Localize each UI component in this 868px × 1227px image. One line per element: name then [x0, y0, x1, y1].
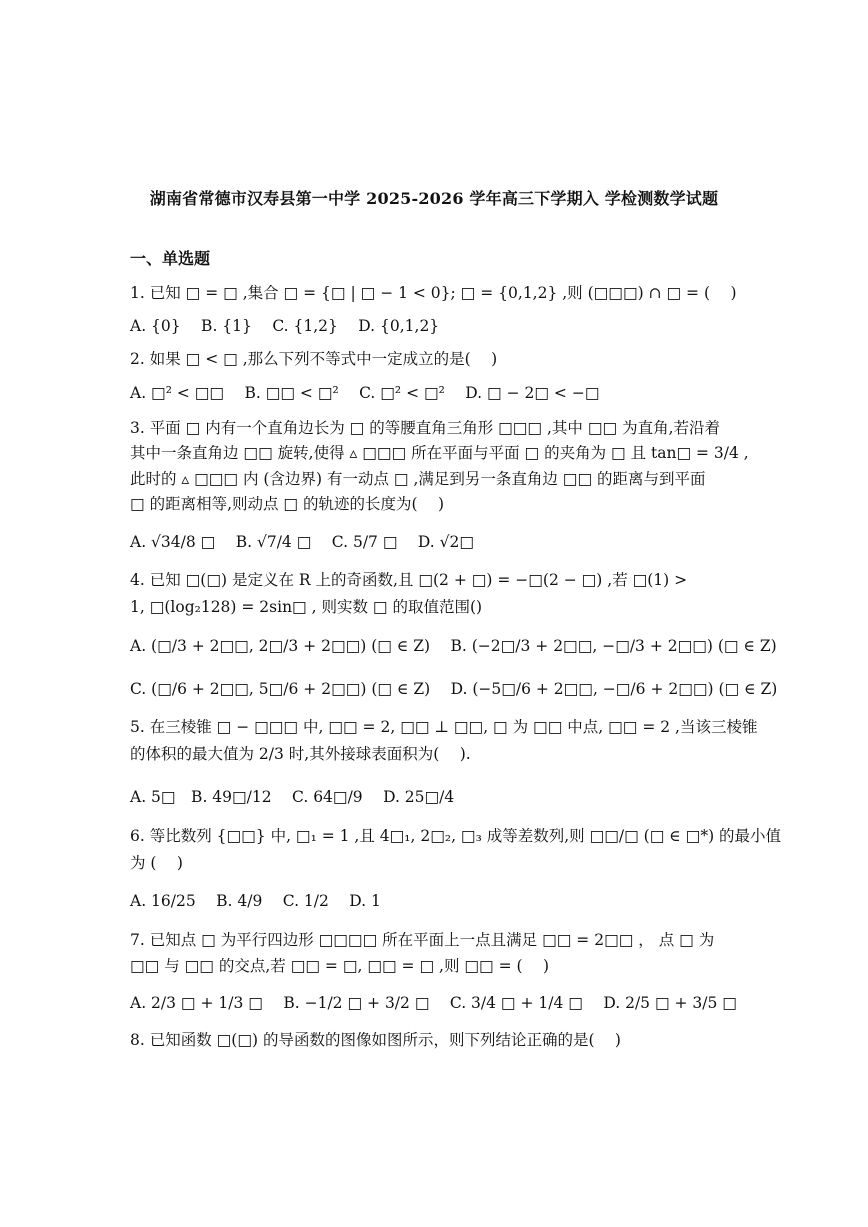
- question-3-options: A. √34/8 □ B. √7/4 □ C. 5/7 □ D. √2□: [130, 533, 475, 551]
- question-6-options: A. 16/25 B. 4/9 C. 1/2 D. 1: [130, 892, 381, 910]
- question-5-options: A. 5□ B. 49□/12 C. 64□/9 D. 25□/4: [130, 788, 455, 806]
- section-heading: 一、单选题: [130, 249, 211, 268]
- exam-title: 湖南省常德市汉寿县第一中学 2025-2026 学年高三下学期入 学检测数学试题: [149, 189, 719, 208]
- question-8: 8. 已知函数 □(□) 的导函数的图像如图所示，则下列结论正确的是( ): [130, 1031, 621, 1049]
- question-7-options: A. 2/3 □ + 1/3 □ B. −1/2 □ + 3/2 □ C. 3/4 □ + 1/4 □ D. 2/5 □ + 3/5 □: [130, 994, 737, 1012]
- question-7-line-1: 7. 已知点 □ 为平行四边形 □□□□ 所在平面上一点且满足 □□ = 2□□ ， 点 □ 为: [130, 931, 715, 949]
- question-4-options-ab: A. (□/3 + 2□□, 2□/3 + 2□□) (□ ∈ Z) B. (−2□/3 + 2□□, −□/3 + 2□□) (□ ∈ Z): [130, 637, 777, 655]
- question-2: 2. 如果 □ < □ ,那么下列不等式中一定成立的是( ): [130, 350, 498, 368]
- question-4-line-1: 4. 已知 □(□) 是定义在 R 上的奇函数,且 □(2 + □) = −□(2 − □) ,若 □(1) >: [130, 571, 688, 589]
- question-3-line-1: 3. 平面 □ 内有一个直角边长为 □ 的等腰直角三角形 □□□ ,其中 □□ 为直角,若沿着: [130, 419, 721, 437]
- question-4-options-cd: C. (□/6 + 2□□, 5□/6 + 2□□) (□ ∈ Z) D. (−5□/6 + 2□□, −□/6 + 2□□) (□ ∈ Z): [130, 680, 778, 698]
- question-3-line-2: 其中一条直角边 □□ 旋转,使得 ▵ □□□ 所在平面与平面 □ 的夹角为 □ 且 tan□ = 3/4 ,: [130, 444, 749, 462]
- question-4-line-2: 1, □(log₂128) = 2sin□ , 则实数 □ 的取值范围(): [130, 598, 483, 616]
- question-1: 1. 已知 □ = □ ,集合 □ = {□ | □ − 1 < 0}; □ = {0,1,2} ,则 (□□□) ∩ □ = ( ): [130, 284, 737, 302]
- question-7-line-2: □□ 与 □□ 的交点,若 □□ = □, □□ = □ ,则 □□ = ( ): [130, 957, 550, 975]
- question-2-options: A. □² < □□ B. □□ < □² C. □² < □² D. □ − 2□ < −□: [130, 384, 600, 402]
- question-5-line-1: 5. 在三棱锥 □ − □□□ 中, □□ = 2, □□ ⊥ □□, □ 为 □□ 中点, □□ = 2 ,当该三棱锥: [130, 718, 758, 736]
- question-5-line-2: 的体积的最大值为 2/3 时,其外接球表面积为( ).: [130, 745, 471, 763]
- question-1-options: A. {0} B. {1} C. {1,2} D. {0,1,2}: [130, 317, 440, 335]
- question-6-line-2: 为 ( ): [130, 854, 183, 872]
- question-3-line-3: 此时的 ▵ □□□ 内 (含边界) 有一动点 □ ,满足到另一条直角边 □□ 的距离与到平面: [130, 470, 706, 488]
- question-6-line-1: 6. 等比数列 {□□} 中, □₁ = 1 ,且 4□₁, 2□₂, □₃ 成等差数列,则 □□/□ (□ ∈ □*) 的最小值: [130, 827, 782, 845]
- question-3-line-4: □ 的距离相等,则动点 □ 的轨迹的长度为( ): [130, 495, 445, 513]
